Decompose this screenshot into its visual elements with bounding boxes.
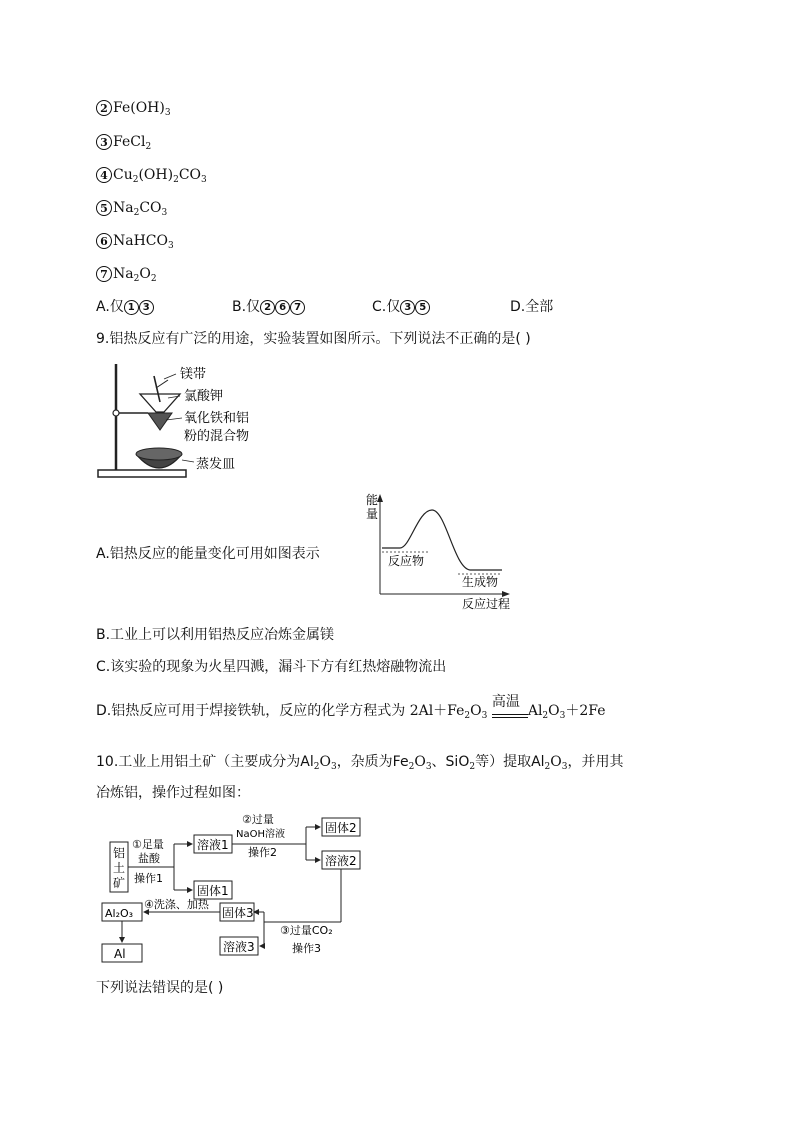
step4: ④洗涤、加热 — [144, 898, 209, 911]
formula: FeCl — [113, 134, 146, 150]
formula-part: (OH) — [138, 167, 174, 183]
solid2: 固体2 — [325, 821, 357, 835]
formula-part: O — [139, 266, 151, 282]
subscript: 3 — [481, 711, 488, 721]
step2-line3: 操作2 — [248, 846, 277, 859]
subscript: 2 — [133, 208, 140, 218]
option-d-text: D.铝热反应可用于焊接铁轨，反应的化学方程式为 — [96, 703, 406, 719]
subscript: 2 — [313, 762, 320, 772]
reaction-condition — [491, 694, 528, 726]
label-kclo3: 氯酸钾 — [184, 389, 224, 404]
circled-number: 7 — [290, 300, 305, 315]
eq-part: 2Al＋Fe — [409, 703, 465, 719]
subscript: 2 — [132, 175, 139, 185]
subscript: 2 — [464, 711, 471, 721]
circled-number: 3 — [400, 300, 415, 315]
ore-char-3: 矿 — [113, 876, 126, 890]
circled-number: 2 — [260, 300, 275, 315]
subscript: 2 — [133, 274, 140, 284]
circled-number: 6 — [275, 300, 290, 315]
eq-part: ＋2Fe — [565, 703, 606, 719]
text: O — [414, 754, 426, 770]
subscript: 3 — [201, 175, 207, 185]
y-label-2: 量 — [366, 507, 379, 521]
y-label-1: 能 — [366, 493, 379, 507]
circled-number: 3 — [96, 134, 112, 150]
circled-number: 7 — [96, 266, 112, 282]
condition-text: 高温 — [491, 694, 520, 710]
subscript: 2 — [544, 762, 551, 772]
step2-line1: ②过量 — [242, 813, 274, 826]
reactant-label: 反应物 — [388, 554, 425, 568]
formula: NaHCO — [113, 233, 168, 249]
option-b[interactable] — [232, 297, 372, 317]
eq-part: O — [470, 703, 482, 719]
list-item — [96, 165, 207, 190]
subscript: 3 — [425, 762, 432, 772]
formula: Fe(OH) — [113, 100, 165, 116]
text: ，杂质为Fe — [336, 754, 409, 770]
q9-stem: 9.铝热反应有广泛的用途，实验装置如图所示。下列说法不正确的是( ) — [96, 331, 531, 347]
eq-part: O — [548, 703, 560, 719]
option-d[interactable]: D.全部 — [510, 299, 554, 315]
list-item — [96, 198, 167, 223]
subscript: 2 — [173, 175, 179, 185]
circled-number: 2 — [96, 100, 112, 116]
solution2: 溶液2 — [325, 854, 357, 868]
eq-line — [492, 714, 528, 715]
ore-char-2: 土 — [113, 861, 126, 875]
al2o3: Al₂O₃ — [105, 907, 134, 920]
step1-line2: 盐酸 — [138, 852, 160, 865]
option-a[interactable] — [96, 297, 232, 317]
step3-line2: 操作3 — [292, 942, 321, 955]
subscript: 3 — [161, 208, 168, 218]
q10-stem-line2: 冶炼铝，操作过程如图： — [96, 785, 250, 801]
list-item — [96, 231, 174, 256]
subscript: 3 — [168, 241, 174, 251]
subscript: 3 — [164, 108, 171, 118]
q10-question: 下列说法错误的是( ) — [96, 980, 224, 996]
circled-number: 5 — [415, 300, 430, 315]
q9-option-a[interactable]: A.铝热反应的能量变化可用如图表示 — [96, 546, 320, 562]
option-label: C.仅 — [372, 299, 401, 315]
solid3: 固体3 — [222, 906, 254, 920]
circled-number: 4 — [96, 167, 112, 183]
text: O — [319, 754, 331, 770]
formula-part: CO — [139, 200, 162, 216]
formula: Na — [113, 200, 134, 216]
product-label: 生成物 — [462, 575, 499, 589]
q10-stem-line1 — [96, 752, 624, 777]
subscript: 3 — [330, 762, 337, 772]
step1-line3: 操作1 — [134, 872, 163, 885]
x-axis-label: 反应过程 — [462, 597, 511, 611]
q9-option-c[interactable]: C.该实验的现象为火星四溅，漏斗下方有红热熔融物流出 — [96, 659, 447, 675]
list-item — [96, 98, 171, 123]
eq-line — [492, 717, 528, 718]
circled-number: 5 — [96, 200, 112, 216]
al: Al — [114, 947, 126, 961]
q9-option-d[interactable] — [96, 694, 606, 726]
circled-number: 6 — [96, 233, 112, 249]
list-item — [96, 132, 151, 157]
subscript: 2 — [469, 762, 476, 772]
eq-part: Al — [527, 703, 543, 719]
step3-line1: ③过量CO₂ — [280, 924, 333, 937]
subscript: 2 — [145, 142, 152, 152]
subscript: 2 — [542, 711, 549, 721]
q9-option-b[interactable]: B.工业上可以利用铝热反应冶炼金属镁 — [96, 627, 335, 643]
list-item — [96, 264, 157, 289]
label-dish: 蒸发皿 — [196, 457, 236, 472]
subscript: 2 — [408, 762, 415, 772]
subscript: 2 — [150, 274, 157, 284]
label-magnesium: 镁带 — [180, 367, 207, 382]
solid1: 固体1 — [197, 884, 229, 898]
ore-char-1: 铝 — [113, 846, 126, 860]
step2-line2: NaOH溶液 — [236, 829, 285, 840]
text: 等）提取Al — [475, 754, 545, 770]
circled-number: 1 — [124, 300, 139, 315]
formula-part: CO — [178, 167, 202, 183]
solution1: 溶液1 — [197, 838, 229, 852]
option-label: A.仅 — [96, 299, 124, 315]
option-label: B.仅 — [232, 299, 261, 315]
apparatus-figure — [96, 358, 276, 484]
text: 10.工业上用铝土矿（主要成分为Al — [96, 754, 314, 770]
text: 、SiO — [431, 754, 470, 770]
option-c[interactable] — [372, 297, 510, 317]
text: O — [550, 754, 562, 770]
step1-line1: ①足量 — [132, 838, 164, 851]
circled-number: 3 — [139, 300, 154, 315]
label-mixture-2: 粉的混合物 — [184, 429, 250, 444]
solution3: 溶液3 — [223, 940, 255, 954]
q8-options — [96, 297, 553, 317]
energy-diagram — [362, 490, 522, 612]
process-flowchart — [96, 812, 366, 968]
label-mixture-1: 氧化铁和铝 — [184, 411, 250, 426]
subscript: 3 — [559, 711, 566, 721]
formula-part: Cu — [113, 167, 133, 183]
text: ，并用其 — [567, 754, 624, 770]
subscript: 3 — [561, 762, 568, 772]
formula: Na — [113, 266, 134, 282]
